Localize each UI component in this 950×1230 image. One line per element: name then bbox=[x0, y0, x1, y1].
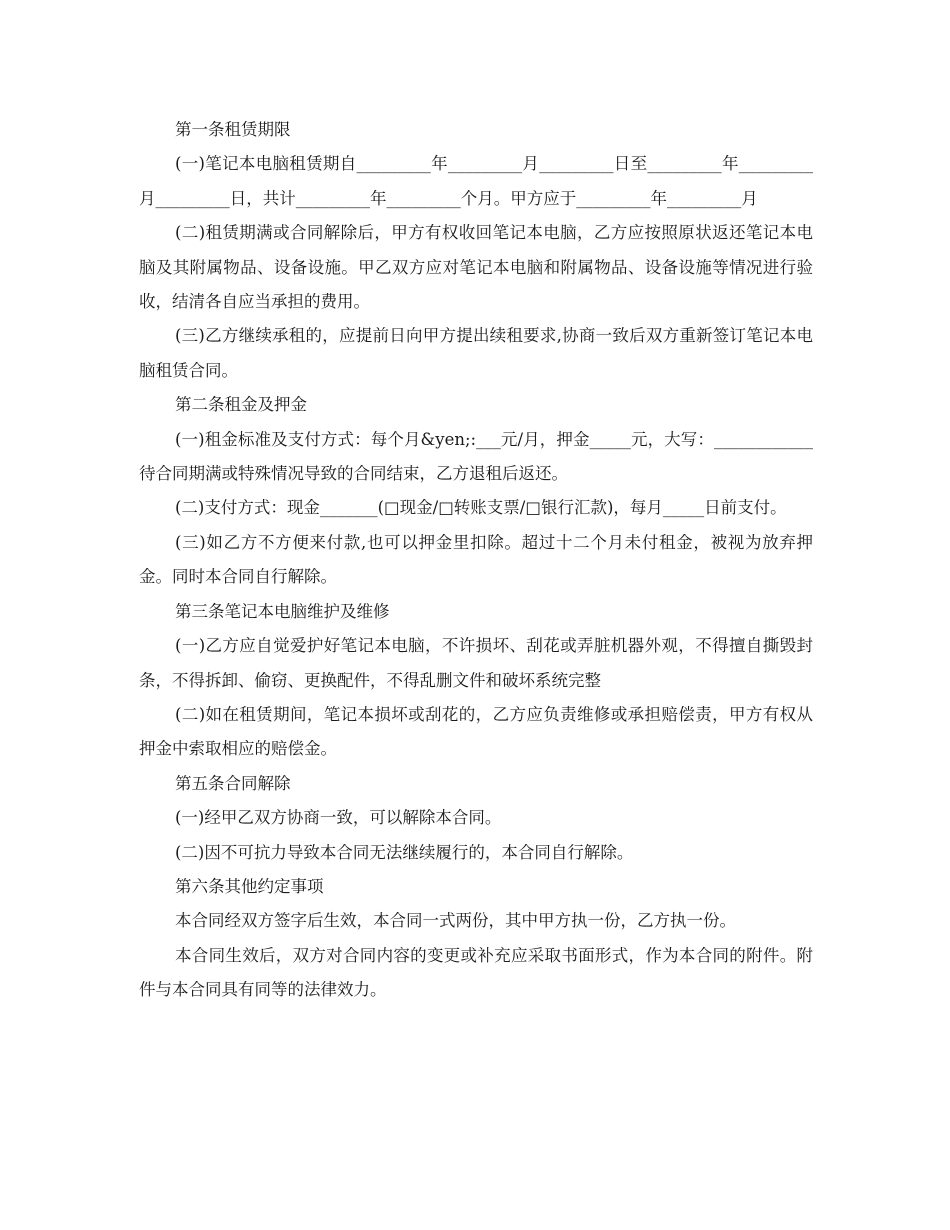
paragraph-payment-method: (二)支付方式：现金_______(□现金/□转账支票/□银行汇款)，每月_____日前支付。 bbox=[175, 498, 787, 518]
paragraph-deposit-deduction: (三)如乙方不方便来付款,也可以押金里扣除。超过十二个月未付租金，被视为放弃押金。同时本合同自行解除。 bbox=[139, 532, 813, 587]
section-heading-rent-deposit: 第二条租金及押金 bbox=[175, 395, 307, 415]
section-heading-termination: 第五条合同解除 bbox=[175, 773, 291, 793]
paragraph-amendments: 本合同生效后，双方对合同内容的变更或补充应采取书面形式，作为本合同的附件。附件与本合同具有同等的法律效力。 bbox=[139, 945, 813, 1000]
paragraph-lease-expiry: (二)租赁期满或合同解除后，甲方有权收回笔记本电脑，乙方应按照原状返还笔记本电脑及其附属物品、设备设施。甲乙双方应对笔记本电脑和附属物品、设备设施等情况进行验收，结清各自应当承担的费用。 bbox=[139, 223, 813, 312]
paragraph-lease-renewal: (三)乙方继续承租的，应提前日向甲方提出续租要求,协商一致后双方重新签订笔记本电脑租赁合同。 bbox=[139, 326, 813, 380]
section-heading-other-terms: 第六条其他约定事项 bbox=[175, 876, 324, 896]
section-heading-lease-term: 第一条租赁期限 bbox=[175, 120, 291, 139]
section-heading-maintenance: 第三条笔记本电脑维护及维修 bbox=[175, 601, 390, 621]
paragraph-rent-standard: (一)租金标准及支付方式：每个月&yen;:___元/月，押金_____元，大写：____________待合同期满或特殊情况导致的合同结束，乙方退租后返还。 bbox=[139, 429, 813, 484]
paragraph-care-obligation: (一)乙方应自觉爱护好笔记本电脑，不许损坏、刮花或弄脏机器外观，不得擅自撕毁封条，不得拆卸、偷窃、更换配件，不得乱删文件和破坏系统完整 bbox=[139, 636, 813, 690]
paragraph-lease-period: (一)笔记本电脑租赁期自_________年_________月_________日至_________年_________月_________日，共计_________年_________个月。甲方应于_________年_________月 bbox=[139, 154, 813, 208]
paragraph-force-majeure: (二)因不可抗力导致本合同无法继续履行的，本合同自行解除。 bbox=[175, 842, 634, 862]
paragraph-effectiveness: 本合同经双方签字后生效，本合同一式两份，其中甲方执一份，乙方执一份。 bbox=[175, 911, 736, 931]
paragraph-damage-compensation: (二)如在租赁期间，笔记本损坏或刮花的，乙方应负责维修或承担赔偿责，甲方有权从押金中索取相应的赔偿金。 bbox=[139, 704, 813, 759]
paragraph-mutual-termination: (一)经甲乙双方协商一致，可以解除本合同。 bbox=[175, 808, 502, 828]
document-body bbox=[139, 113, 813, 1008]
